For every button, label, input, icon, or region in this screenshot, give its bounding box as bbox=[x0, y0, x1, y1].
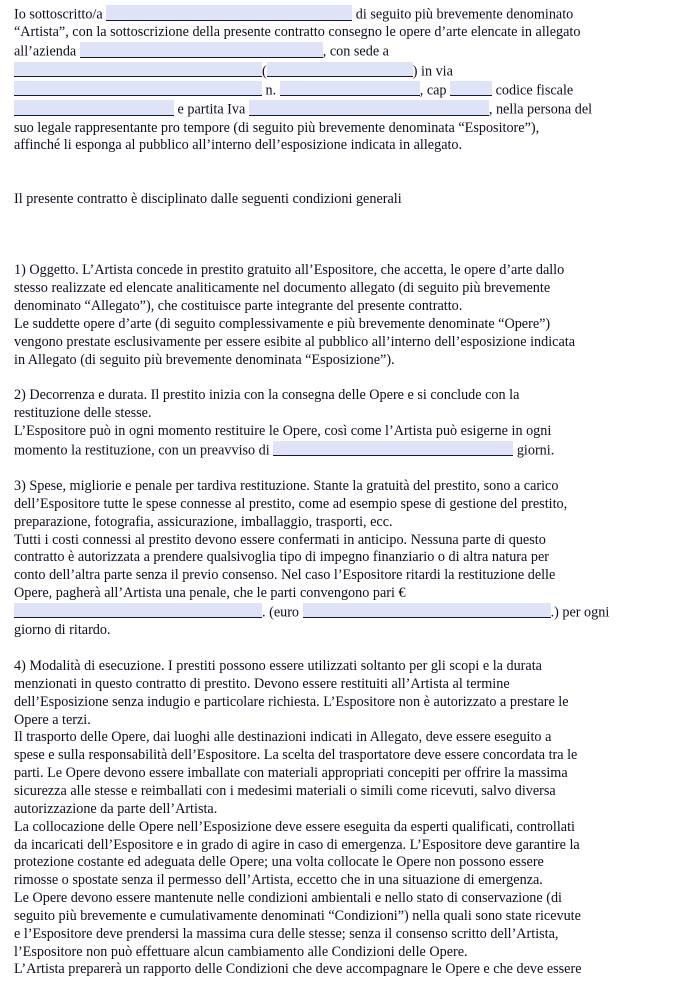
clause-4-line-7: sicurezza alle stesse e reimballati con i medesimi materiali o simili come ricevuti, salvo diversa bbox=[14, 782, 556, 799]
clause-2-line-3 bbox=[14, 441, 662, 460]
clause-3-penale-line bbox=[14, 603, 662, 622]
clause-4-line-16: l’Espositore non può effettuare alcun cambiamento alle Condizioni delle Opere. bbox=[14, 943, 468, 960]
clause-4-line-9: La collocazione delle Opere nell’Esposizione deve essere eseguita da esperti qualificati, controllati bbox=[14, 818, 575, 835]
clause-4-line-5: spese e sulla responsabilità dell’Espositore. La scelta del trasportatore deve essere concordata tra le bbox=[14, 747, 578, 764]
clause-1-line-5: in Allegato (di seguito più brevemente denominata “Esposizione”). bbox=[14, 351, 395, 368]
intro-line-1 bbox=[14, 5, 662, 24]
clause-4-line-0: 4) Modalità di esecuzione. I prestiti possono essere utilizzati soltanto per gli scopi e la durata bbox=[14, 658, 542, 675]
clause-4-line-1: menzionati in questo contratto di prestito. Devono essere restituiti all’Artista al termine bbox=[14, 675, 510, 692]
sede-citta-field[interactable] bbox=[14, 62, 262, 78]
nome-artista-field[interactable] bbox=[106, 5, 352, 21]
intro-text-in-via: ) in via bbox=[412, 63, 453, 80]
penale-importo-cifre-field[interactable] bbox=[14, 603, 262, 619]
spacer-after-clause-3 bbox=[14, 640, 662, 658]
azienda-field[interactable] bbox=[80, 42, 323, 58]
clause-1-line-0: 1) Oggetto. L’Artista concede in prestito gratuito all’Espositore, che accetta, le opere d’arte dallo bbox=[14, 262, 565, 279]
intro-text-di-seguito: di seguito più brevemente denominato bbox=[355, 6, 574, 23]
clause-1-line-2: denominato “Allegato”), che costituisce parte integrante del presente contratto. bbox=[14, 298, 463, 315]
clause-2-line-2: L’Espositore può in ogni momento restituire le Opere, così come l’Artista può esigerne in ogni bbox=[14, 423, 552, 439]
clause-3-line-0: 3) Spese, migliorie e penale per tardiva restituzione. Stante la gratuità del prestito, sono a carico bbox=[14, 478, 559, 495]
clause-3-line-2: preparazione, fotografia, assicurazione, imballaggio, trasporti, ecc. bbox=[14, 513, 393, 530]
clause-2-line-0: 2) Decorrenza e durata. Il prestito inizia con la consegna delle Opere e si conclude con la bbox=[14, 387, 520, 404]
via-field[interactable] bbox=[14, 81, 262, 97]
clause-4-line-10: da incaricati dell’Espositore e in grado di agire in caso di emergenza. L’Espositore deve garantire la bbox=[14, 836, 580, 853]
intro-line-2: “Artista”, con la sottoscrizione della presente contratto consegno le opere d’arte elencate in allegato bbox=[14, 24, 581, 41]
clause-3-text-euro-open: . (euro bbox=[262, 604, 300, 621]
clause-1-line-3: Le suddette opere d’arte (di seguito complessivamente e più brevemente denominate “Opere”) bbox=[14, 315, 551, 332]
intro-line-6 bbox=[14, 100, 662, 119]
clause-4-line-14: seguito più brevemente e cumulativamente denominati “Condizioni”) nella quali sono state ricevute bbox=[14, 907, 581, 924]
intro-text-cap: , cap bbox=[419, 82, 447, 99]
clause-2-text-giorni: giorni. bbox=[516, 442, 555, 459]
intro-text-con-sede-a: , con sede a bbox=[322, 43, 389, 60]
clause-1-line-1: stesso realizzate ed elencate analiticamente nel documento allegato (di seguito più brevemente bbox=[14, 280, 551, 297]
clause-4-modalita-di-esecuzione bbox=[14, 658, 662, 979]
clause-1-line-4: vengono prestate esclusivamente per essere esibite al pubblico all’interno dell’esposizione indicata bbox=[14, 333, 575, 350]
sede-provincia-field[interactable] bbox=[267, 62, 413, 78]
clause-3-line-1: dell’Espositore tutte le spese connesse al prestito, come ad esempio spese di gestione del prestito, bbox=[14, 495, 568, 512]
partita-iva-field[interactable] bbox=[249, 100, 489, 116]
clause-4-line-3: Opere a terzi. bbox=[14, 711, 91, 728]
clause-3-line-3: Tutti i costi connessi al prestito devono essere confermati in anticipo. Nessuna parte di questo bbox=[14, 531, 546, 548]
intro-line-3 bbox=[14, 42, 662, 61]
clause-2-line-1: restituzione delle stesse. bbox=[14, 405, 152, 422]
clause-4-line-15: e l’Espositore deve prendersi la massima cura delle stesse; senza il consenso scritto dell’Artista, bbox=[14, 925, 559, 942]
clause-4-line-2: dell’Esposizione senza indugio e particolare richiesta. L’Espositore non è autorizzato a prestare le bbox=[14, 693, 569, 710]
intro-text-open-paren: ( bbox=[262, 63, 267, 80]
intro-text-io-sottoscritto: Io sottoscritto/a bbox=[14, 6, 103, 23]
clause-3-spese-migliorie-penale bbox=[14, 478, 662, 640]
clause-3-penale-tail: giorno di ritardo. bbox=[14, 622, 111, 639]
clause-2-decorrenza-e-durata bbox=[14, 387, 662, 460]
clause-4-line-8: autorizzazione da parte dell’Artista. bbox=[14, 800, 218, 817]
intro-text-n: n. bbox=[265, 82, 277, 99]
clause-4-line-17: L’Artista preparerà un rapporto delle Condizioni che deve accompagnare le Opere e che deve essere bbox=[14, 961, 582, 978]
spacer-after-clause-2 bbox=[14, 460, 662, 478]
intro-text-nella-persona-del: , nella persona del bbox=[488, 101, 593, 118]
intro-line-5 bbox=[14, 81, 662, 100]
clause-4-line-13: Le Opere devono essere mantenute nelle condizioni ambientali e nello stato di conservazione (di bbox=[14, 890, 562, 907]
clause-3-text-per-ogni: .) per ogni bbox=[550, 604, 610, 621]
clause-1-oggetto bbox=[14, 262, 662, 369]
spacer-after-clause-1 bbox=[14, 369, 662, 387]
codice-fiscale-field[interactable] bbox=[14, 100, 174, 116]
intro-text-e-partita-iva: e partita Iva bbox=[177, 101, 246, 118]
penale-importo-lettere-field[interactable] bbox=[303, 603, 551, 619]
intro-text-allazienda: all’azienda bbox=[14, 43, 77, 60]
clause-4-line-12: rimosse o spostate senza il permesso dell’Artista, eccetto che in una situazione di emergenza. bbox=[14, 872, 543, 889]
clause-4-line-11: protezione costante ed adeguata delle Opere; una volta collocate le Opere non possono essere bbox=[14, 854, 544, 871]
numero-civico-field[interactable] bbox=[280, 81, 420, 97]
intro-line-4 bbox=[14, 62, 662, 81]
cap-field[interactable] bbox=[450, 81, 492, 97]
clause-3-line-5: conto dell’altra parte senza il previo consenso. Nel caso l’Espositore ritardi la restituzione delle bbox=[14, 567, 556, 584]
document-body bbox=[14, 5, 662, 979]
intro-line-7: suo legale rappresentante pro tempore (di seguito più brevemente denominata “Espositore”), bbox=[14, 119, 540, 136]
intro-line-8: affinché li esponga al pubblico all’interno dell’esposizione indicata in allegato. bbox=[14, 137, 463, 154]
spacer-after-preamble-2 bbox=[14, 244, 662, 262]
intro-text-codice-fiscale: codice fiscale bbox=[495, 82, 574, 99]
clause-3-line-6: Opere, pagherà all’Artista una penale, che le parti convengono pari € bbox=[14, 585, 406, 602]
preavviso-giorni-field[interactable] bbox=[273, 441, 513, 457]
intro-block bbox=[14, 5, 662, 155]
spacer-after-preamble bbox=[14, 209, 662, 245]
clause-2-text-preavviso: momento la restituzione, con un preavviso di bbox=[14, 442, 270, 459]
preamble-line: Il presente contratto è disciplinato dalle seguenti condizioni generali bbox=[14, 190, 402, 207]
clause-4-line-4: Il trasporto delle Opere, dai luoghi alle destinazioni indicati in Allegato, deve essere eseguito a bbox=[14, 729, 552, 746]
spacer-after-intro bbox=[14, 155, 662, 191]
clause-3-line-4: contratto è autorizzata a prendere qualsivoglia tipo di impegno finanziario o di altra natura per bbox=[14, 549, 549, 566]
clause-4-line-6: parti. Le Opere devono essere imballate con materiali appropriati concepiti per offrire la massima bbox=[14, 765, 568, 782]
